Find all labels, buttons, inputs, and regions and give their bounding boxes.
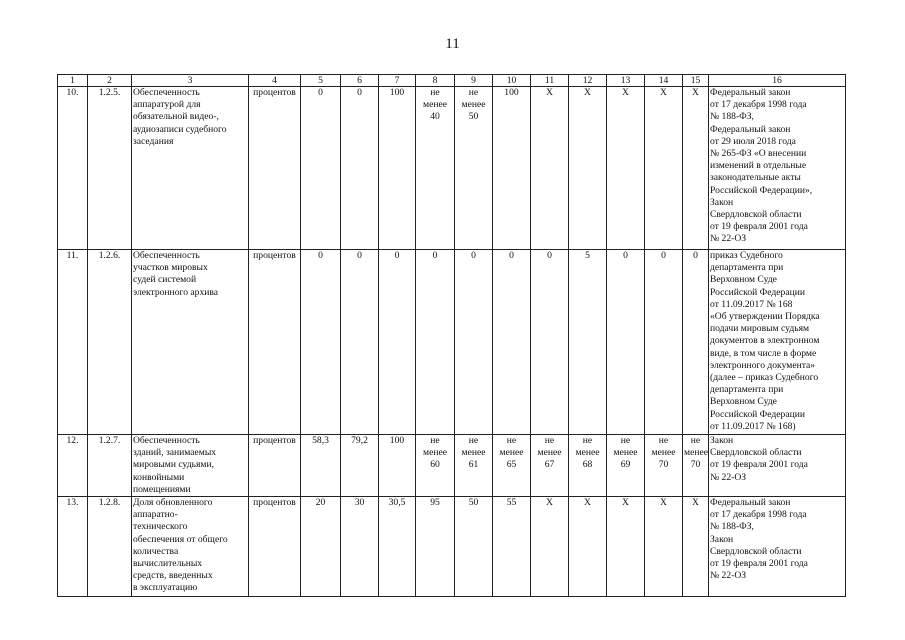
header-cell: 16 (709, 75, 846, 87)
value-cell: 100 (379, 435, 416, 497)
value-cell: не менее 65 (493, 435, 531, 497)
legal-basis: Федеральный закон от 17 декабря 1998 года № 188-ФЗ, Федеральный закон от 29 июля 2018 года № 265-ФЗ «О внесении изменений в отдельные законодательные акты Российской Федерации», Закон Свердловской области от 19 февраля 2001 года № 22-ОЗ (709, 87, 846, 250)
value-cell: не менее 61 (455, 435, 493, 497)
header-cell: 8 (416, 75, 455, 87)
row-number: 11. (58, 250, 88, 435)
value-cell: не менее 60 (416, 435, 455, 497)
value-cell: Х (645, 497, 683, 597)
table-row (58, 497, 846, 597)
value-cell: 100 (493, 87, 531, 250)
value-cell: Х (683, 497, 709, 597)
value-cell: 0 (607, 250, 645, 435)
row-number: 13. (58, 497, 88, 597)
value-cell: 30,5 (379, 497, 416, 597)
header-cell: 15 (683, 75, 709, 87)
row-number: 10. (58, 87, 88, 250)
legal-basis: Закон Свердловской области от 19 февраля 2001 года № 22-ОЗ (709, 435, 846, 497)
value-cell: 0 (683, 250, 709, 435)
header-cell: 11 (531, 75, 569, 87)
value-cell: Х (607, 497, 645, 597)
value-cell: 20 (301, 497, 341, 597)
value-cell: 0 (645, 250, 683, 435)
value-cell: 0 (341, 250, 379, 435)
table-row (58, 435, 846, 497)
row-code: 1.2.5. (88, 87, 132, 250)
header-cell: 14 (645, 75, 683, 87)
unit: процентов (249, 87, 301, 250)
indicator-name: Доля обновленного аппаратно- технического обеспечения от общего количества вычислительных средств, введенных в эксплуатацию (132, 497, 249, 597)
value-cell: не менее 69 (607, 435, 645, 497)
value-cell: не менее 67 (531, 435, 569, 497)
value-cell: не менее 40 (416, 87, 455, 250)
value-cell: 95 (416, 497, 455, 597)
header-cell: 2 (88, 75, 132, 87)
header-cell: 1 (58, 75, 88, 87)
value-cell: 0 (379, 250, 416, 435)
row-code: 1.2.7. (88, 435, 132, 497)
header-cell: 3 (132, 75, 249, 87)
value-cell: 0 (301, 87, 341, 250)
indicator-name: Обеспеченность участков мировых судей системой электронного архива (132, 250, 249, 435)
value-cell: 0 (341, 87, 379, 250)
value-cell: Х (569, 87, 607, 250)
row-code: 1.2.6. (88, 250, 132, 435)
value-cell: не менее 68 (569, 435, 607, 497)
value-cell: не менее 70 (645, 435, 683, 497)
legal-basis: Федеральный закон от 17 декабря 1998 года № 188-ФЗ, Закон Свердловской области от 19 февраля 2001 года № 22-ОЗ (709, 497, 846, 597)
value-cell: 5 (569, 250, 607, 435)
value-cell: 0 (301, 250, 341, 435)
value-cell: Х (645, 87, 683, 250)
indicator-name: Обеспеченность аппаратурой для обязательной видео-, аудиозаписи судебного заседания (132, 87, 249, 250)
header-row (58, 75, 846, 87)
legal-basis: приказ Судебного департамента при Верховном Суде Российской Федерации от 11.09.2017 № 168 «Об утверждении Порядка подачи мировым судьям документов в электронном виде, в том числе в форме электронного документа» (далее – приказ Судебного департамента при Верховном Суде Российской Федерации от 11.09.2017 № 168) (709, 250, 846, 435)
header-cell: 9 (455, 75, 493, 87)
table-row (58, 250, 846, 435)
row-number: 12. (58, 435, 88, 497)
header-cell: 7 (379, 75, 416, 87)
unit: процентов (249, 497, 301, 597)
value-cell: Х (569, 497, 607, 597)
indicators-table (57, 74, 846, 597)
row-code: 1.2.8. (88, 497, 132, 597)
unit: процентов (249, 250, 301, 435)
indicator-name: Обеспеченность зданий, занимаемых мировыми судьями, конвойными помещениями (132, 435, 249, 497)
value-cell: 30 (341, 497, 379, 597)
value-cell: 0 (455, 250, 493, 435)
value-cell: Х (607, 87, 645, 250)
value-cell: 58,3 (301, 435, 341, 497)
value-cell: не менее 50 (455, 87, 493, 250)
header-cell: 4 (249, 75, 301, 87)
value-cell: 0 (493, 250, 531, 435)
header-cell: 10 (493, 75, 531, 87)
header-cell: 5 (301, 75, 341, 87)
value-cell: 50 (455, 497, 493, 597)
value-cell: 79,2 (341, 435, 379, 497)
value-cell: Х (531, 87, 569, 250)
value-cell: 55 (493, 497, 531, 597)
header-cell: 12 (569, 75, 607, 87)
table-row (58, 87, 846, 250)
value-cell: 0 (531, 250, 569, 435)
value-cell: Х (531, 497, 569, 597)
value-cell: 100 (379, 87, 416, 250)
value-cell: не менее 70 (683, 435, 709, 497)
value-cell: Х (683, 87, 709, 250)
value-cell: 0 (416, 250, 455, 435)
page-number: 11 (445, 36, 460, 52)
unit: процентов (249, 435, 301, 497)
header-cell: 13 (607, 75, 645, 87)
header-cell: 6 (341, 75, 379, 87)
